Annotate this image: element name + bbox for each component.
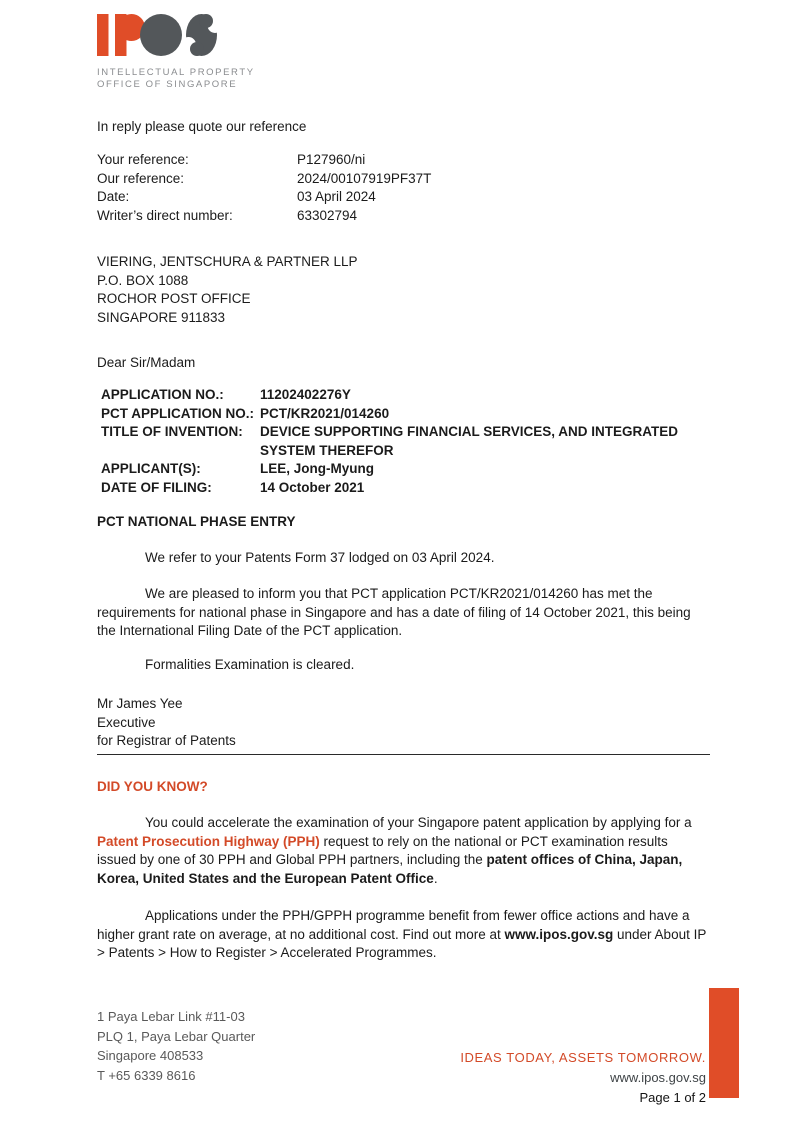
signatory-title: Executive bbox=[97, 714, 156, 730]
recipient-address-line: SINGAPORE 911833 bbox=[97, 309, 226, 325]
body-paragraph-3: Formalities Examination is cleared. bbox=[145, 656, 355, 672]
logo-subtitle bbox=[97, 67, 710, 91]
recipient-name: VIERING, JENTSCHURA & PARTNER LLP bbox=[97, 254, 358, 269]
dyk2-text: Applications under the PPH/GPPH programme benefit from fewer office actions and have a higher grant rate on average, at no additional cost. Find out more at bbox=[97, 908, 690, 942]
applicants-label: APPLICANT(S): bbox=[101, 461, 201, 476]
application-row bbox=[101, 386, 710, 405]
patent-offices-bold: patent offices of China, Japan, Korea, United States and the European Patent Office bbox=[97, 852, 683, 886]
application-row bbox=[101, 460, 710, 479]
pct-application-no-value: PCT/KR2021/014260 bbox=[260, 405, 390, 421]
our-reference-value: 2024/00107919PF37T bbox=[297, 170, 432, 186]
ipos-website-bold: www.ipos.gov.sg bbox=[504, 926, 614, 942]
dyk1-text: You could accelerate the examination of your Singapore patent application by applying for a bbox=[145, 815, 692, 830]
your-reference-value: P127960/ni bbox=[297, 152, 366, 167]
date-label: Date: bbox=[97, 189, 130, 204]
footer-phone: T +65 6339 8616 bbox=[97, 1067, 196, 1083]
dyk1-text: . bbox=[433, 870, 438, 886]
footer-address-line: 1 Paya Lebar Link #11-03 bbox=[97, 1009, 245, 1024]
recipient-address-line: ROCHOR POST OFFICE bbox=[97, 291, 251, 306]
application-details-block bbox=[97, 386, 710, 497]
writer-number-label: Writer’s direct number: bbox=[97, 207, 233, 223]
did-you-know-paragraph-2 bbox=[97, 907, 710, 963]
signatory-on-behalf: for Registrar of Patents bbox=[97, 733, 236, 748]
divider-line bbox=[97, 754, 710, 755]
body-paragraph-2: We are pleased to inform you that PCT application PCT/KR2021/014260 has met the requirements for national phase in Singapore and has a date of filing of 14 October 2021, this being the International Filing Date of the PCT application. bbox=[97, 586, 691, 638]
applicants-value: LEE, Jong-Myung bbox=[260, 461, 374, 476]
dyk1-text: request to rely on the national or PCT examination results issued by one of 30 PPH and Global PPH partners, including the bbox=[97, 833, 668, 867]
pct-application-no-label: PCT APPLICATION NO.: bbox=[101, 405, 254, 421]
salutation: Dear Sir/Madam bbox=[97, 355, 196, 370]
application-no-value: 11202402276Y bbox=[260, 387, 351, 402]
date-value: 03 April 2024 bbox=[297, 189, 376, 204]
footer-address-line: Singapore 408533 bbox=[97, 1048, 204, 1063]
subject-heading: PCT NATIONAL PHASE ENTRY bbox=[97, 514, 296, 529]
date-of-filing-label: DATE OF FILING: bbox=[101, 479, 212, 495]
recipient-address bbox=[97, 253, 710, 327]
footer-right-block bbox=[460, 1048, 706, 1107]
footer-tagline: IDEAS TODAY, ASSETS TOMORROW. bbox=[460, 1050, 706, 1065]
your-reference-label: Your reference: bbox=[97, 152, 189, 167]
ipos-logo bbox=[97, 14, 710, 91]
title-of-invention-label: TITLE OF INVENTION: bbox=[101, 424, 243, 439]
date-of-filing-value: 14 October 2021 bbox=[260, 479, 365, 495]
application-row bbox=[101, 479, 710, 498]
application-row bbox=[101, 423, 710, 460]
application-row bbox=[101, 405, 710, 424]
title-of-invention-value: DEVICE SUPPORTING FINANCIAL SERVICES, AND INTEGRATED SYSTEM THEREFOR bbox=[260, 424, 679, 458]
quote-reference-note: In reply please quote our reference bbox=[97, 118, 307, 134]
pph-highlight: Patent Prosecution Highway (PPH) bbox=[97, 833, 320, 849]
body-paragraph-1: We refer to your Patents Form 37 lodged on 03 April 2024. bbox=[145, 549, 495, 565]
footer-address-line: PLQ 1, Paya Lebar Quarter bbox=[97, 1028, 256, 1044]
signature-block bbox=[97, 695, 710, 751]
our-reference-label: Our reference: bbox=[97, 170, 185, 186]
recipient-address-line: P.O. BOX 1088 bbox=[97, 272, 189, 288]
logo-subtitle-line2: OFFICE OF SINGAPORE bbox=[97, 78, 238, 90]
application-no-label: APPLICATION NO.: bbox=[101, 387, 224, 402]
writer-number-value: 63302794 bbox=[297, 207, 358, 223]
reference-row bbox=[97, 170, 710, 189]
signatory-name: Mr James Yee bbox=[97, 696, 183, 711]
ipos-logo-icon bbox=[97, 14, 227, 56]
logo-subtitle-line1: INTELLECTUAL PROPERTY bbox=[97, 66, 255, 78]
footer-office-address bbox=[97, 1007, 255, 1085]
reference-row bbox=[97, 188, 710, 207]
did-you-know-heading: DID YOU KNOW? bbox=[97, 778, 208, 794]
footer-website: www.ipos.gov.sg bbox=[610, 1069, 706, 1085]
dyk2-text: under About IP > Patents > How to Register > Accelerated Programmes. bbox=[97, 926, 707, 960]
reference-row bbox=[97, 207, 710, 226]
reference-row bbox=[97, 151, 710, 170]
footer-orange-bar bbox=[709, 988, 739, 1098]
reference-block bbox=[97, 151, 710, 225]
page-indicator: Page 1 of 2 bbox=[639, 1089, 706, 1105]
did-you-know-paragraph-1 bbox=[97, 814, 710, 888]
